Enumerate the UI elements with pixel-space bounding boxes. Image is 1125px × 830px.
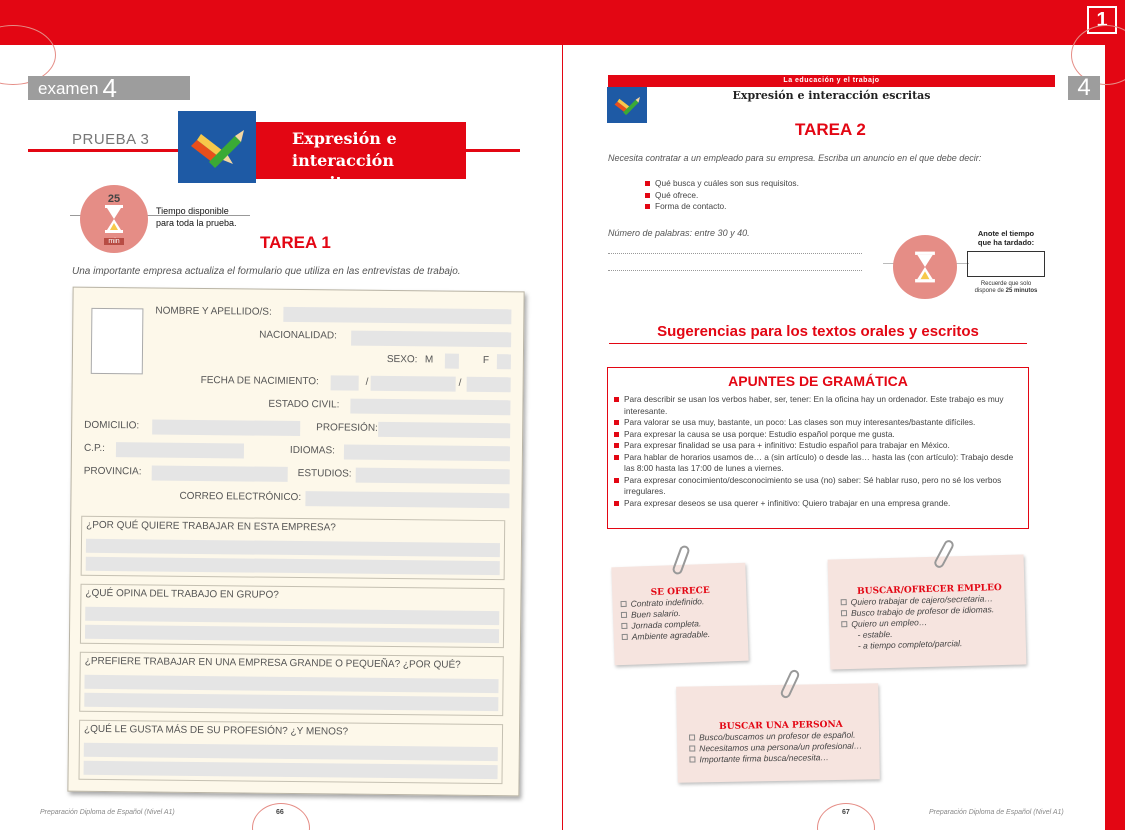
list-item-text: Quiero trabajar de cajero/secretaria… [850,593,994,607]
title-line-1: Expresión e [292,129,397,148]
examen-header [28,73,190,103]
list-item [689,751,873,765]
anote-line-1: Anote el tiempo [977,229,1035,238]
pencil-icon [187,122,247,172]
prueba-title [256,122,466,192]
word-count: Número de palabras: entre 30 y 40. [608,228,750,238]
question-text: ¿QUÉ OPINA DEL TRABAJO EN GRUPO? [85,587,279,601]
list-item-text: Contrato indefinido. [630,596,705,609]
list-item: Qué ofrece. [645,190,799,202]
photo-box[interactable] [91,308,144,375]
pencil-icon-box-small [607,87,647,123]
correo-field[interactable] [305,491,509,508]
tarea-1-intro: Una importante empresa actualiza el formulario que utiliza en las entrevistas de trabajo. [72,266,461,277]
pencil-icon-box [178,111,256,183]
page-number-circle [817,803,875,830]
hourglass-icon [914,251,936,283]
domicilio-label: DOMICILIO: [84,419,140,432]
answer-line[interactable] [86,557,500,575]
section-number: 4 [1068,76,1100,100]
answer-line[interactable] [608,270,862,271]
correo-label: CORREO ELECTRÓNICO: [179,490,302,504]
fecha-anio-field[interactable] [467,377,511,392]
list-item-text: Buen salario. [630,607,681,620]
question-box [81,516,506,580]
list-item-text: Ambiente agradable. [631,628,711,642]
list-item: Para expresar la causa se usa porque: Estudio español porque me gusta. [614,429,1020,441]
right-page-number: 67 [842,809,850,816]
fecha-slash-2: / [458,377,462,389]
title-rule [466,149,520,152]
tarea-2-title: TAREA 2 [795,120,866,139]
recuerde-bold: 25 minutos [1005,288,1038,294]
list-item: Para valorar se usa muy, bastante, un poco: Las clases son muy interesantes/bastante difíciles. [614,417,1020,429]
note-list [620,595,741,643]
nacionalidad-label: NACIONALIDAD: [259,329,338,342]
note-title: BUSCAR UNA PERSONA [719,719,843,733]
note-title: SE OFRECE [650,585,710,599]
answer-line[interactable] [86,539,500,557]
apuntes-gramatica-box [607,367,1029,529]
apuntes-title: APUNTES DE GRAMÁTICA [728,373,908,389]
list-item: - estable. [857,628,893,640]
list-item-text: Importante firma busca/necesita… [699,752,829,765]
note-list [689,729,874,765]
anote-line-2: que ha tardado: [977,238,1035,247]
checkbox-icon [689,745,695,751]
cp-label: C.P.: [83,442,105,454]
answer-line[interactable] [608,253,862,254]
note-title: BUSCAR/OFRECER EMPLEO [856,583,1002,597]
tarea-2-bullets [645,178,799,213]
nombre-field[interactable] [283,307,511,324]
question-text: ¿PREFIERE TRABAJAR EN UNA EMPRESA GRANDE O PEQUEÑA? ¿POR QUÉ? [84,655,461,671]
list-item-text: Jornada completa. [631,618,702,631]
list-item: Forma de contacto. [645,201,799,213]
list-item: Qué busca y cuáles son sus requisitos. [645,178,799,190]
checkbox-icon [689,734,695,740]
pencil-icon [612,93,642,117]
fecha-slash-1: / [365,376,369,388]
section-subtitle: Expresión e interacción escritas [732,89,931,102]
list-item-text: Busco/buscamos un profesor de español. [698,729,856,743]
timer-minutes: 25 [107,192,121,205]
checkbox-icon [841,599,847,605]
timer-unit: min [104,238,124,245]
right-footer: Preparación Diploma de Español (Nivel A1) [929,809,1064,816]
list-item-text: Quiero un empleo… [851,616,928,629]
estado-civil-field[interactable] [350,399,510,416]
section-header-bar: La educación y el trabajo [608,75,1055,87]
answer-line[interactable] [85,607,499,625]
left-page-number: 66 [276,809,284,816]
idiomas-label: IDIOMAS: [289,444,336,457]
note-buscar-persona [676,683,880,783]
recuerde-line-2: dispone de [974,288,1004,294]
tarea-2-intro: Necesita contratar a un empleado para su empresa. Escriba un anuncio en el que debe decir: [608,153,982,163]
left-page [0,45,562,830]
note-buscar-ofrecer-empleo [828,554,1027,669]
profesion-label: PROFESIÓN: [316,422,378,434]
hourglass-timer [893,235,957,299]
checkbox-icon [622,634,628,640]
prueba-label: PRUEBA 3 [72,131,150,148]
recuerde-note [967,281,1045,295]
anote-label [967,229,1045,247]
checkbox-icon [621,623,627,629]
nacionalidad-field[interactable] [351,331,511,348]
sugerencias-title: Sugerencias para los textos orales y escritos [657,323,979,340]
time-taken-input[interactable] [967,251,1045,277]
question-box [79,652,504,716]
checkbox-icon [621,601,627,607]
tarea-1-title: TAREA 1 [260,233,331,252]
estudios-label: ESTUDIOS: [297,468,352,480]
sexo-f-checkbox[interactable] [497,354,511,369]
hourglass-timer [80,185,148,253]
estudios-field[interactable] [356,468,510,485]
prueba-rule [28,149,178,152]
sugerencias-rule [609,343,1027,344]
sexo-f-label: F [482,354,490,367]
question-text: ¿POR QUÉ QUIERE TRABAJAR EN ESTA EMPRESA? [86,519,336,534]
list-item-text: Necesitamos una persona/un profesional… [699,740,863,754]
timer-label [156,205,237,229]
apuntes-list [614,394,1020,509]
recuerde-line-1: Recuerde que solo [980,281,1032,287]
question-text: ¿QUÉ LE GUSTA MÁS DE SU PROFESIÓN? ¿Y MENOS? [83,723,349,738]
question-box [80,584,505,648]
note-se-ofrece [611,563,748,666]
right-page [563,45,1105,830]
provincia-label: PROVINCIA: [83,465,142,478]
question-box [78,720,503,784]
provincia-field[interactable] [152,465,288,481]
left-footer: Preparación Diploma de Español (Nivel A1) [40,809,175,816]
timer-label-line-2: para toda la prueba. [156,218,237,228]
list-item: Para expresar finalidad se usa para + infinitivo: Estudio español para trabajar en México. [614,440,1020,452]
profesion-field[interactable] [378,422,510,438]
fecha-dia-field[interactable] [331,375,359,390]
page-number-circle [252,803,310,830]
sexo-m-checkbox[interactable] [445,354,459,369]
answer-line[interactable] [84,693,498,711]
cp-field[interactable] [116,442,244,458]
page-badge: 1 [1087,6,1117,34]
answer-line[interactable] [84,675,498,693]
sexo-label: SEXO: [386,353,418,366]
fecha-mes-field[interactable] [371,376,456,392]
list-item: Para expresar conocimiento/desconocimiento se usa (no) saber: Sé hablar ruso, pero no sé los verbos irregulares. [614,475,1020,498]
answer-line[interactable] [84,761,498,779]
job-interview-form [67,287,524,797]
list-item: Para describir se usan los verbos haber, ser, tener: En la oficina hay un ordenador. Este trabajo es muy interesante. [614,394,1020,417]
timer-label-line-1: Tiempo disponible [156,206,229,216]
top-red-bar [0,0,1125,45]
list-item: - a tiempo completo/parcial. [857,638,963,651]
sexo-m-label: M [424,354,434,366]
answer-line[interactable] [84,743,498,761]
domicilio-field[interactable] [152,419,300,436]
fecha-label: FECHA DE NACIMIENTO: [200,374,319,388]
note-list [841,593,1020,653]
answer-line[interactable] [85,625,499,643]
nombre-label: NOMBRE Y APELLIDO/S: [155,305,272,318]
title-line-2: interacción escritas [292,151,394,192]
checkbox-icon [841,610,847,616]
checkbox-icon [621,612,627,618]
examen-label: examen [38,79,99,98]
hourglass-icon [104,205,124,233]
list-item: Para expresar deseos se usa querer + infinitivo: Quiero trabajar en una empresa grande. [614,498,1020,510]
checkbox-icon [689,756,695,762]
list-item: Para hablar de horarios usamos de… a (sin artículo) o desde las… hasta las (con artículo): Trabajo desde las 8:00 hasta las 17:00 de lunes a viernes. [614,452,1020,475]
checkbox-icon [841,621,847,627]
list-item-text: Busco trabajo de profesor de idiomas. [850,604,995,618]
idiomas-field[interactable] [344,444,510,461]
examen-number: 4 [102,73,117,103]
estado-civil-label: ESTADO CIVIL: [268,398,340,411]
